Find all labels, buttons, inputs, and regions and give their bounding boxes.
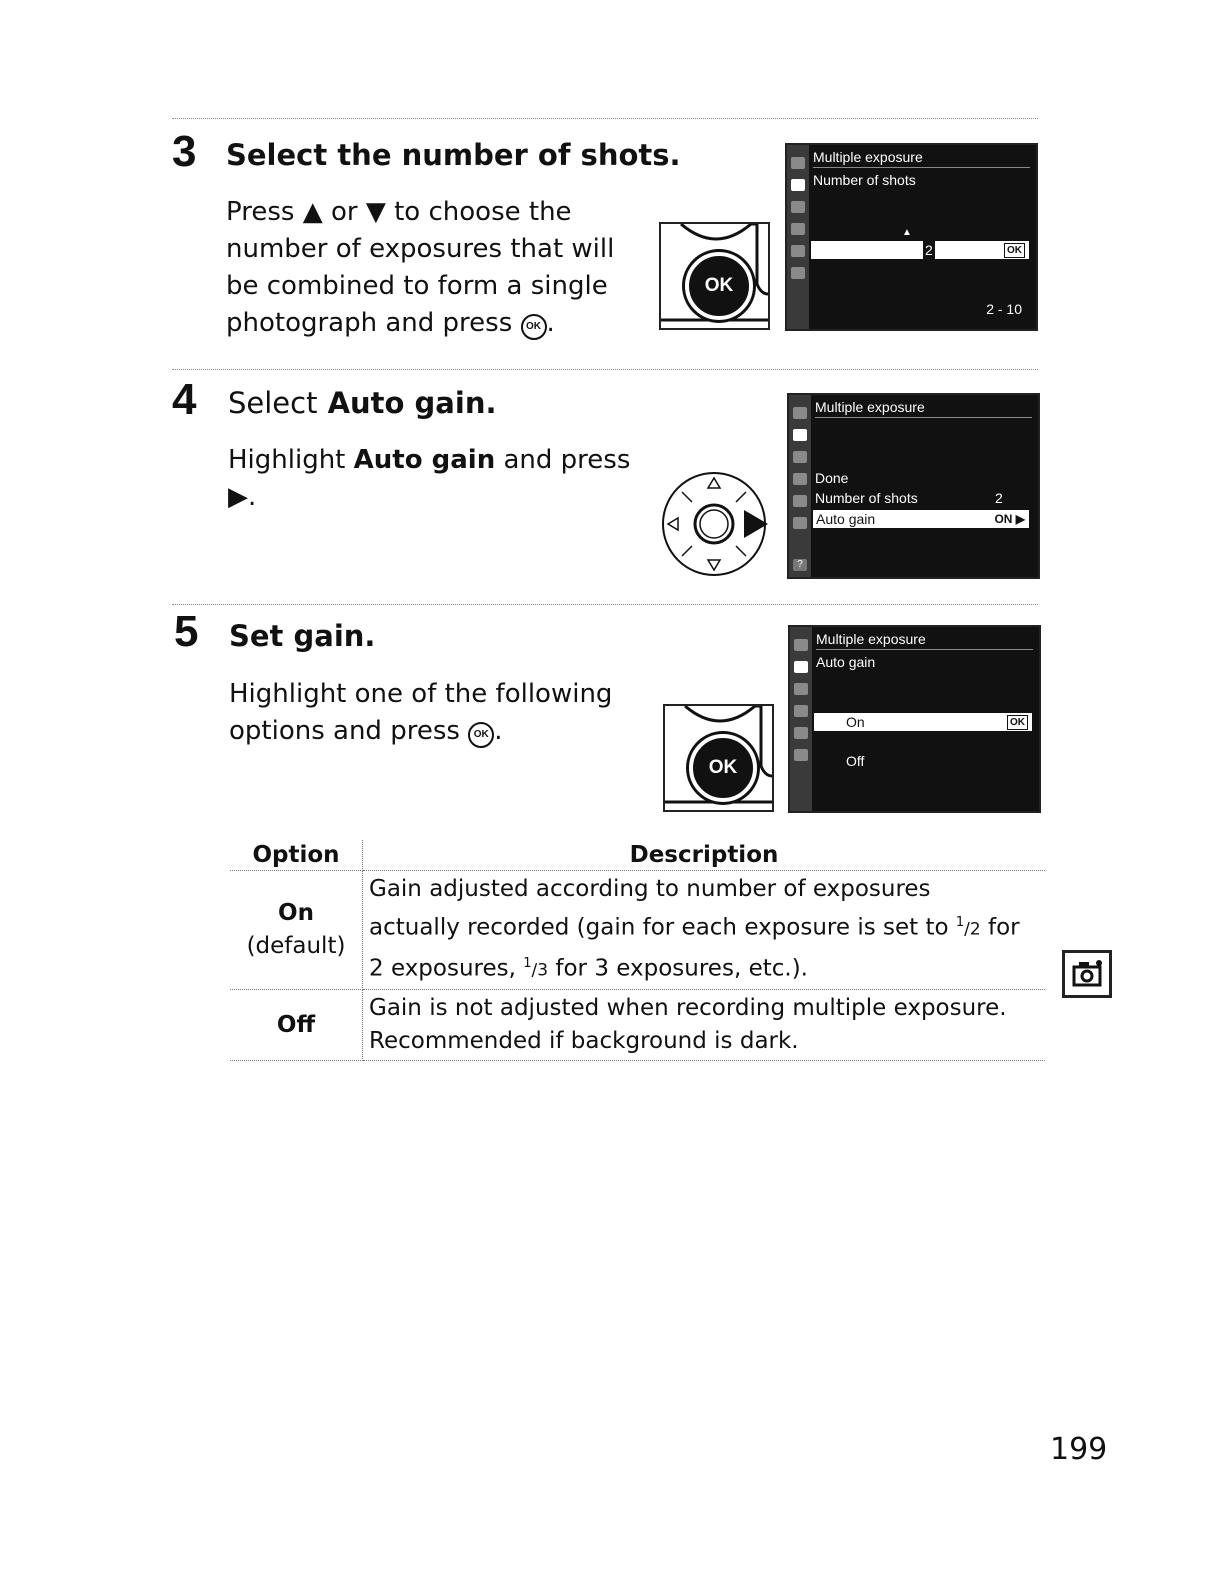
page-number: 199 (1050, 1432, 1108, 1467)
desc-off-line1: Gain is not adjusted when recording multiple exposure. (369, 995, 1007, 1022)
step-3-text-or: or (330, 197, 358, 227)
fraction-half-numerator: 1 (955, 915, 965, 930)
desc-on-line3b: for 3 exposures, etc.). (555, 955, 808, 982)
desc-off-line2: Recommended if background is dark. (369, 1028, 799, 1055)
retouch-menu-icon (794, 727, 808, 739)
retouch-menu-icon (793, 495, 807, 507)
my-menu-icon (791, 267, 805, 279)
menu-sidebar (789, 395, 811, 577)
shooting-menu-icon (791, 179, 805, 191)
playback-menu-icon (791, 157, 805, 169)
step-5-title: Set gain. (229, 619, 376, 653)
custom-settings-icon (791, 201, 805, 213)
custom-settings-icon (794, 683, 808, 695)
option-cell-on (230, 871, 363, 990)
camera-icon (1065, 953, 1109, 995)
desc-on-line1: Gain adjusted according to number of exposures (369, 876, 931, 902)
shooting-menu-icon (794, 661, 808, 673)
screen-submenu-title: Number of shots (813, 172, 916, 188)
step-4-title-pre: Select (228, 386, 318, 420)
step-3-body: Press ▲ or ▼ to choose the number of exposures that will be combined to form a single photograph and press OK . (226, 194, 646, 342)
setup-menu-icon (791, 223, 805, 235)
step-5-camera-screen (788, 625, 1041, 813)
ok-button-icon: OK (521, 314, 547, 340)
fraction-third-numerator: 1 (523, 955, 532, 971)
step-5-body: Highlight one of the following options and press OK . (229, 676, 649, 750)
options-table (230, 840, 1045, 1061)
step-3-text-line2: number of exposures that will (226, 234, 615, 264)
menu-item-done: Done (815, 470, 849, 486)
step-4-text-bold: Auto gain (353, 445, 496, 475)
menu-item-auto-gain (813, 510, 1029, 528)
shooting-menu-tab-icon (1062, 950, 1112, 998)
step-3-text-line4: photograph and press (226, 308, 513, 338)
step-4-title (228, 386, 496, 420)
fraction-half-denominator: /2 (964, 919, 981, 940)
retouch-menu-icon (791, 245, 805, 257)
table-header-option: Option (230, 840, 363, 871)
table-row (230, 871, 1045, 990)
step-4-text-post: and press (503, 445, 631, 475)
menu-sidebar (787, 145, 809, 329)
option-on-highlight (814, 713, 1032, 731)
playback-menu-icon (793, 407, 807, 419)
option-off-label: Off (846, 753, 865, 769)
menu-item-number-of-shots-value: 2 (995, 490, 1003, 506)
table-header-description: Description (363, 840, 1046, 871)
playback-menu-icon (794, 639, 808, 651)
option-on-label: On (846, 714, 865, 730)
option-cell-off (230, 990, 363, 1061)
step-4-title-bold: Auto gain. (327, 386, 497, 420)
fraction-third-denominator: /3 (531, 960, 549, 981)
device-ok-button: OK (689, 734, 757, 802)
step-3-number: 3 (172, 127, 197, 176)
option-off-name: Off (276, 1011, 316, 1038)
description-cell-on (363, 871, 1046, 990)
step-5-number: 5 (174, 607, 199, 656)
screen-ok-box: OK (1004, 243, 1025, 258)
menu-item-number-of-shots: Number of shots (815, 490, 918, 506)
shots-value: 2 (925, 242, 933, 258)
desc-on-line3a: 2 exposures, (369, 955, 516, 982)
multi-selector-icon (660, 470, 772, 580)
screen-menu-title: Multiple exposure (813, 149, 1030, 168)
step-5-text-line2: options and press (229, 716, 460, 746)
setup-menu-icon (793, 473, 807, 485)
option-on-default-note: (default) (246, 933, 346, 960)
auto-gain-value: ON ▶ (994, 512, 1025, 526)
down-triangle-icon: ▼ (365, 197, 386, 227)
auto-gain-label: Auto gain (816, 511, 876, 527)
desc-on-line2a: actually recorded (gain for each exposure is set to (369, 914, 949, 941)
step-4-text-pre: Highlight (228, 445, 346, 475)
screen-ok-box: OK (1007, 715, 1028, 730)
ok-button-icon: OK (468, 722, 494, 748)
step-3-device-illustration (659, 222, 770, 330)
value-up-arrow-icon: ▲ (902, 227, 912, 238)
screen-submenu-title: Auto gain (816, 654, 876, 670)
device-ok-button: OK (685, 252, 753, 320)
step-3-text-press: Press (226, 197, 295, 227)
description-cell-off (363, 990, 1046, 1061)
menu-sidebar (790, 627, 812, 811)
my-menu-icon (793, 517, 807, 529)
table-row (230, 990, 1045, 1061)
step-5-text-line1: Highlight one of the following (229, 679, 613, 709)
desc-on-line2b: for (988, 914, 1020, 941)
divider-step-4 (172, 369, 1038, 370)
step-4-body (228, 442, 648, 516)
setup-menu-icon (794, 705, 808, 717)
shooting-menu-icon (793, 429, 807, 441)
step-4-number: 4 (172, 375, 197, 424)
screen-menu-title: Multiple exposure (815, 399, 1032, 418)
step-3-camera-screen (785, 143, 1038, 331)
help-icon: ? (793, 559, 807, 571)
up-triangle-icon: ▲ (302, 197, 323, 227)
my-menu-icon (794, 749, 808, 761)
right-arrow-icon: ▶. (228, 482, 257, 512)
step-3-text-line3: be combined to form a single (226, 271, 608, 301)
step-5-device-illustration (663, 704, 774, 812)
option-on-name: On (278, 900, 314, 927)
custom-settings-icon (793, 451, 807, 463)
step-3-text-choose: to choose the (394, 197, 572, 227)
divider-step-5 (172, 604, 1038, 605)
divider-top (172, 118, 1038, 119)
table-header-row (230, 840, 1045, 871)
step-3-title: Select the number of shots. (226, 138, 681, 172)
screen-menu-title: Multiple exposure (816, 631, 1033, 650)
step-4-camera-screen (787, 393, 1040, 579)
shots-range: 2 - 10 (986, 301, 1022, 317)
shots-value-bar (811, 241, 1029, 259)
